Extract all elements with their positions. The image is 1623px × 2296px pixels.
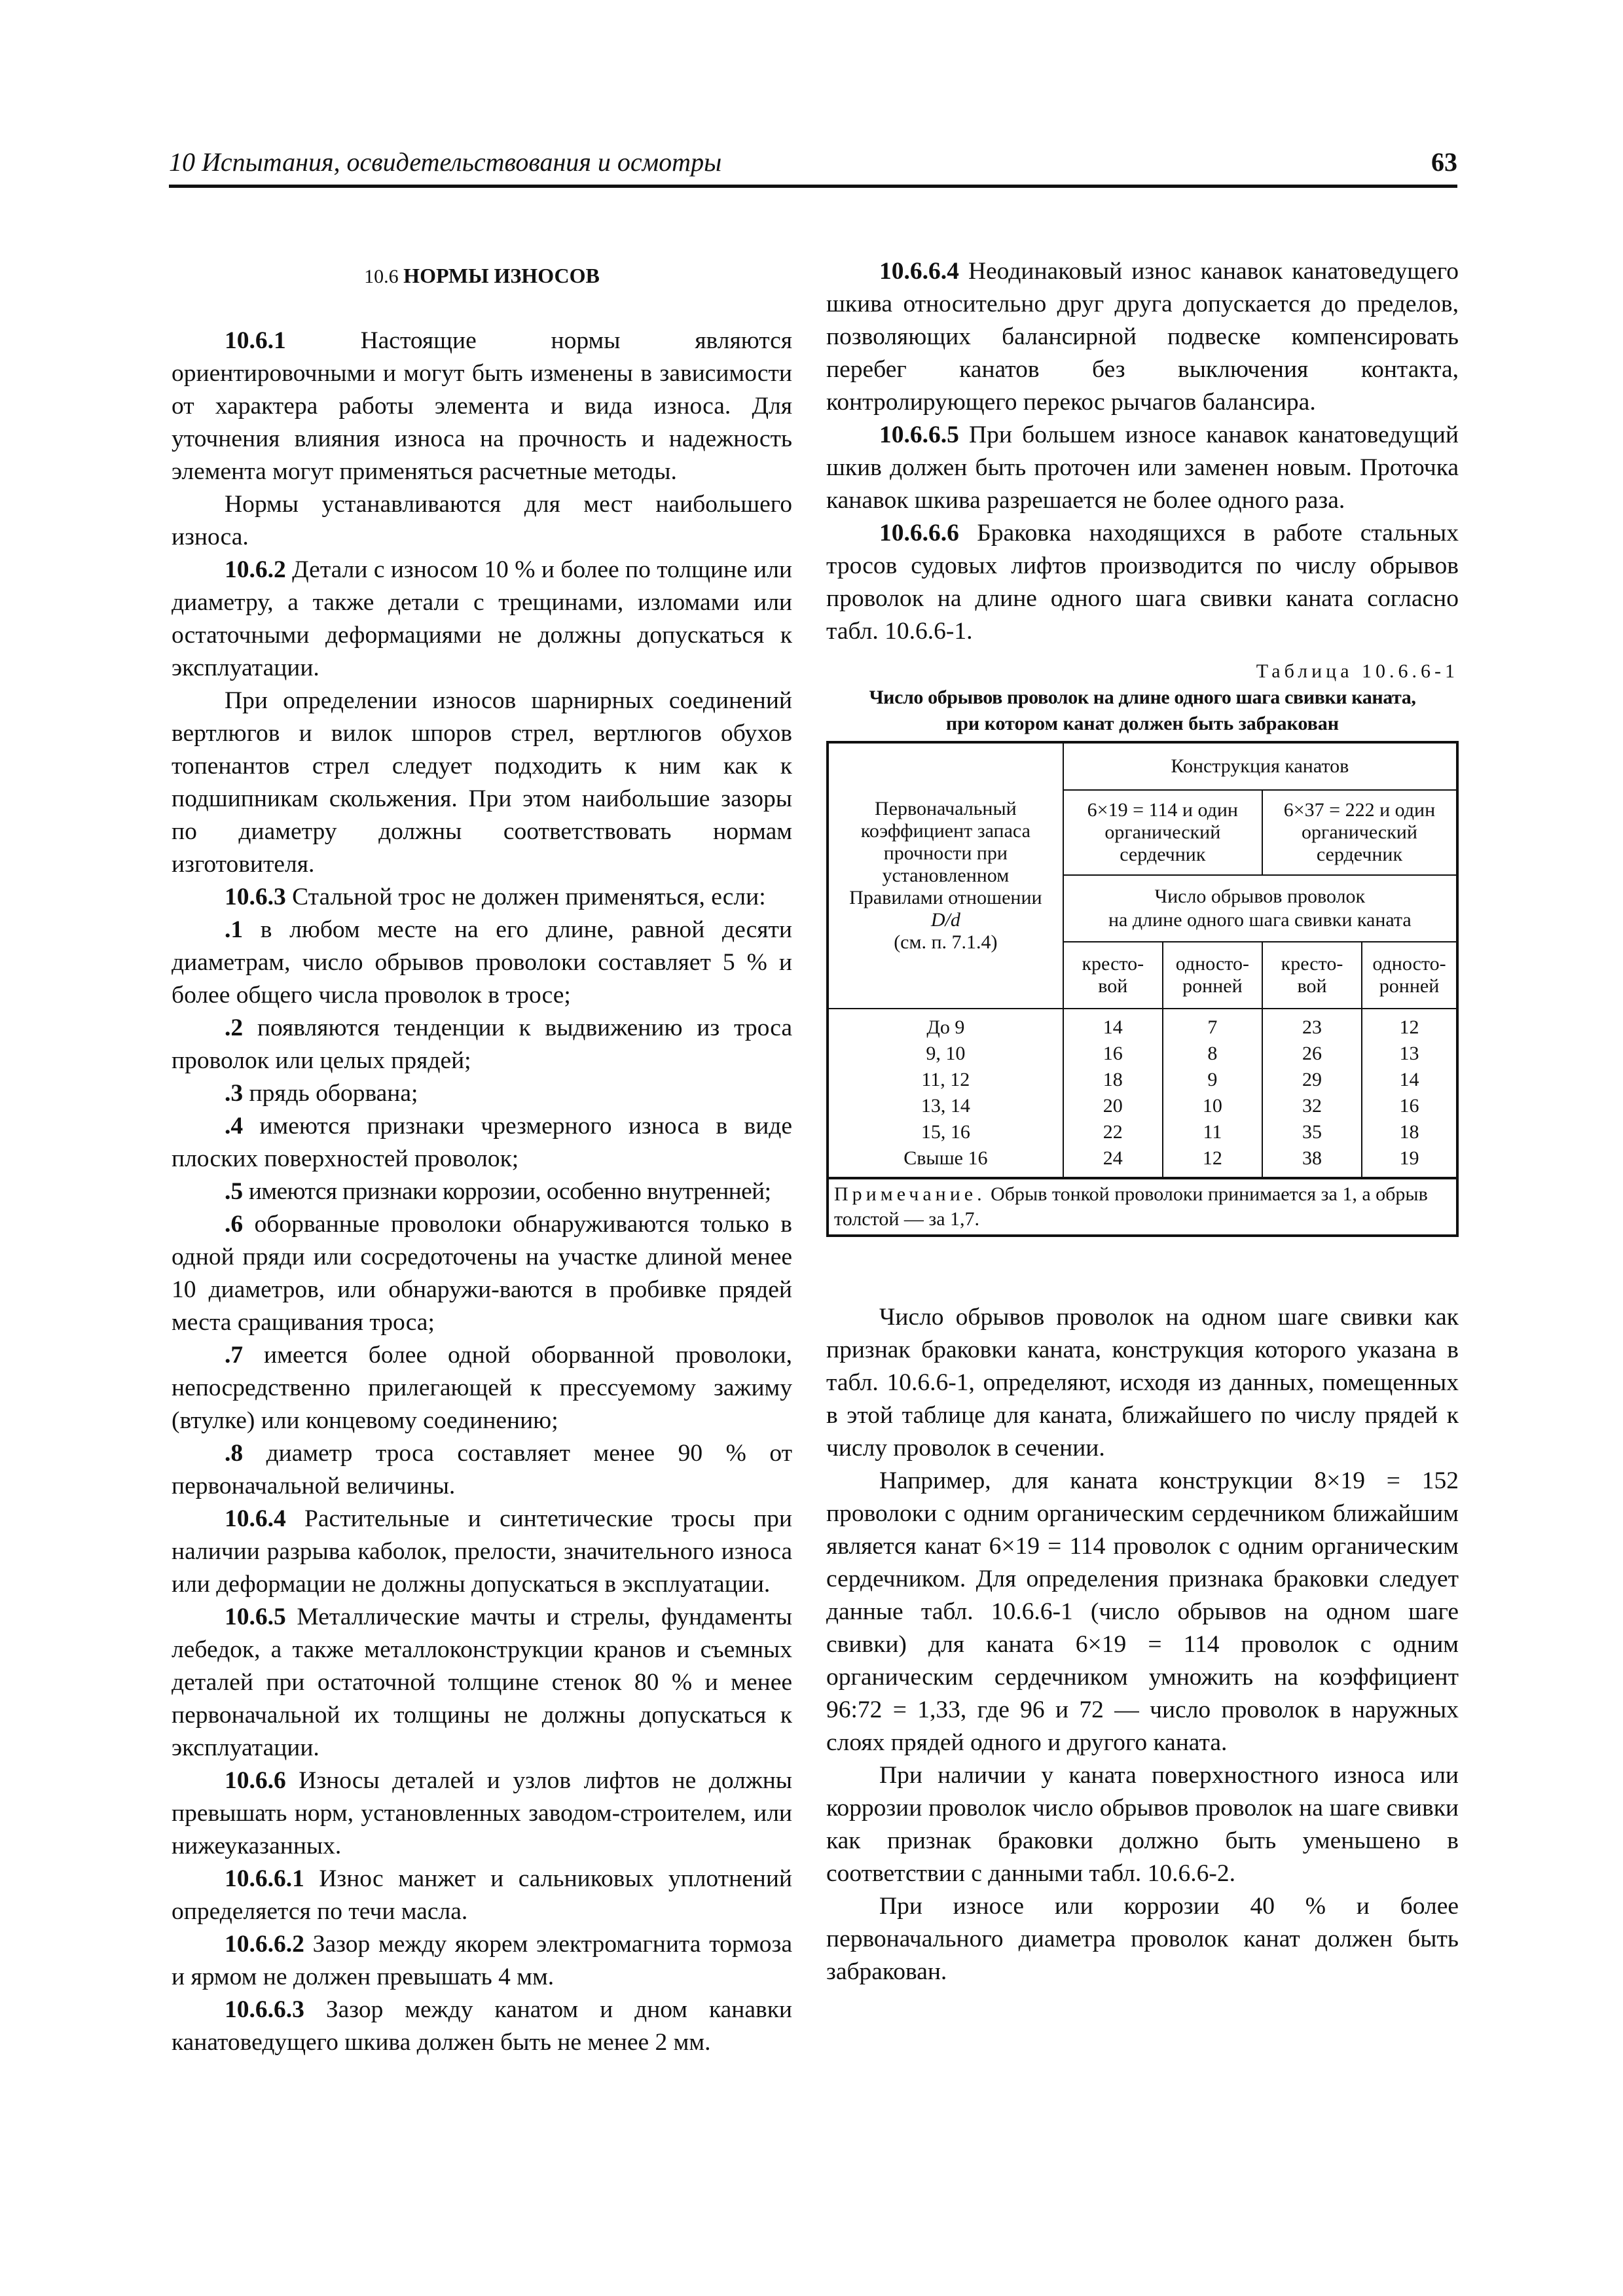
paragraph (826, 1890, 1459, 1988)
list-item-1 (172, 914, 792, 1012)
paragraph-text: При большем износе канавок канатоведущий шкив должен быть проточен или заменен новым. Проточка канавок шкива разрешается не более одного раза. (826, 422, 1459, 514)
rope-rejection-table (826, 741, 1459, 1179)
item-text: имеются признаки чрезмерного износа в виде плоских поверхностей проволок; (172, 1113, 792, 1172)
table-cell: 22 (1103, 1121, 1123, 1143)
paragraph-text: При износе или коррозии 40 % и более первоначального диаметра проволок канат должен быть забракован. (826, 1893, 1459, 1985)
paragraph-text: Растительные и синтетические тросы при наличии разрыва каболок, прелости, значительного износа или деформации не должны допускаться в эксплуатации. (172, 1505, 792, 1598)
list-item-7 (172, 1339, 792, 1437)
paragraph-10-6-2 (172, 554, 792, 685)
header-line: органический (1104, 821, 1221, 843)
paragraph-text: Число обрывов проволок на одном шаге свивки как признак браковки каната, конструкция которого указана в табл. 10.6.6-1, определяют, исходя из данных, помещенных в этой таблице для каната, ближайшего по числу прядей к числу проволок в сечении. (826, 1304, 1459, 1462)
running-title: 10 Испытания, освидетельствования и осмотры (169, 147, 722, 177)
list-item-4 (172, 1110, 792, 1175)
paragraph-text: Зазор между якорем электромагнита тормоза и ярмом не должен превышать 4 мм. (172, 1931, 792, 1990)
table-cell: 16 (1103, 1043, 1123, 1064)
table-cell: 35 (1302, 1121, 1322, 1143)
paragraph-text: Нормы устанавливаются для мест наибольшего износа. (172, 491, 792, 550)
clause-number: 10.6.6.6 (879, 520, 959, 547)
item-text: диаметр троса составляет менее 90 % от первоначальной величины. (172, 1440, 792, 1499)
table-cell: 9 (1207, 1069, 1218, 1090)
header-line: органический (1302, 821, 1417, 843)
table-column-cross-1 (1063, 1009, 1163, 1178)
table-cell: 19 (1399, 1147, 1419, 1169)
paragraph (826, 1301, 1459, 1465)
clause-number: 10.6.6.4 (879, 258, 959, 285)
table-title-line: Число обрывов проволок на длине одного шага свивки каната, (869, 687, 1416, 708)
header-line: на длине одного шага свивки каната (1108, 909, 1412, 931)
header-line: прочности при (883, 842, 1008, 864)
header-line: 6×19 = 114 и один (1087, 799, 1238, 821)
table-cell: 29 (1302, 1069, 1322, 1090)
header-lang-lay-1 (1163, 942, 1262, 1009)
clause-number: 10.6.6.1 (225, 1865, 304, 1892)
clause-number: 10.6.6.3 (225, 1996, 304, 2023)
paragraph-text: Детали с износом 10 % и более по толщине или диаметру, а также детали с трещинами, изломами или остаточными деформациями не должны допускаться к эксплуатации. (172, 556, 792, 681)
spacer (826, 1237, 1459, 1301)
paragraph-10-6-6-6 (826, 517, 1459, 648)
paragraph-10-6-6 (172, 1765, 792, 1863)
paragraph-10-6-6-5 (826, 419, 1459, 517)
item-number: .5 (225, 1178, 244, 1205)
paragraph-text: При наличии у каната поверхностного износа или коррозии проволок число обрывов проволок на шаге свивки как признак браковки должно быть уменьшено в соответствии с данными табл. 10.6.6-2. (826, 1762, 1459, 1887)
header-line: коэффициент запаса (860, 820, 1030, 842)
table-cell: Свыше 16 (903, 1147, 988, 1169)
header-line: (см. п. 7.1.4) (894, 931, 998, 953)
header-line: кресто- (1082, 953, 1144, 975)
right-column (826, 255, 1459, 1988)
paragraph-text: Износы деталей и узлов лифтов не должны превышать норм, установленных заводом-строителем, или нижеуказанных. (172, 1767, 792, 1859)
clause-number: 10.6.6 (225, 1767, 286, 1794)
item-number: .1 (225, 916, 244, 943)
paragraph-text: Например, для каната конструкции 8×19 = 152 проволоки с одним органическим сердечником ближайшим является канат 6×19 = 114 проволок с одним органическим сердечником. Для определения признака браковки следует данные табл. 10.6.6-1 (число обрывов на одном шаге свивки) для каната 6×19 = 114 проволок с одним органическим сердечником умножить на коэффициент 96:72 = 1,33, где 96 и 72 — число проволок в наружных слоях прядей одного и другого каната. (826, 1467, 1459, 1756)
table-cell: До 9 (926, 1016, 965, 1038)
list-item-5 (172, 1175, 792, 1208)
section-number: 10.6 (364, 266, 404, 287)
paragraph (826, 1759, 1459, 1890)
list-item-8 (172, 1437, 792, 1503)
note-text: Обрыв тонкой проволоки принимается за 1, а обрыв толстой — за 1,7. (834, 1183, 1428, 1230)
table-cell: 12 (1399, 1016, 1419, 1038)
table-cell: 16 (1399, 1095, 1419, 1117)
table-cell: 32 (1302, 1095, 1322, 1117)
paragraph-text: Браковка находящихся в работе стальных тросов судовых лифтов производится по числу обрывов проволок на длине одного шага свивки каната согласно табл. 10.6.6-1. (826, 520, 1459, 645)
paragraph-10-6-6-2 (172, 1928, 792, 1994)
table-note (826, 1179, 1459, 1237)
clause-number: 10.6.5 (225, 1604, 286, 1630)
note-label: Примечание. (834, 1183, 986, 1205)
left-column (172, 255, 792, 2059)
paragraph-10-6-5 (172, 1601, 792, 1765)
header-line: ронней (1379, 975, 1440, 997)
item-number: .2 (225, 1014, 244, 1041)
table-cell: 8 (1207, 1043, 1218, 1064)
header-safety-factor (828, 742, 1063, 1009)
header-line: Правилами отношении (849, 887, 1042, 908)
header-line: односто- (1175, 953, 1249, 975)
item-number: .7 (225, 1342, 244, 1369)
section-title: НОРМЫ ИЗНОСОВ (403, 264, 600, 287)
paragraph-text: Износ манжет и сальниковых уплотнений определяется по течи масла. (172, 1865, 792, 1925)
paragraph-text: Металлические мачты и стрелы, фундаменты лебедок, а также металлоконструкции кранов и съемных деталей при остаточной толщине стенок 80 % и менее первоначальной их толщины не должны допускаться к эксплуатации. (172, 1604, 792, 1761)
clause-number: 10.6.2 (225, 556, 286, 583)
section-heading (172, 259, 792, 293)
table-cell: 14 (1103, 1016, 1123, 1038)
table-caption: Таблица 10.6.6-1 (1256, 660, 1459, 682)
header-line: Первоначальный (875, 798, 1017, 819)
item-number: .4 (225, 1113, 244, 1139)
table-column-factor (828, 1009, 1063, 1178)
header-break-count (1063, 875, 1457, 942)
table-cell: 18 (1103, 1069, 1123, 1090)
table-body (828, 1009, 1457, 1178)
paragraph-10-6-1 (172, 325, 792, 488)
clause-number: 10.6.1 (225, 327, 286, 354)
header-line: вой (1297, 975, 1327, 997)
list-item-3 (172, 1077, 792, 1110)
table-cell: 7 (1207, 1016, 1218, 1038)
table-title-line: при котором канат должен быть забракован (945, 713, 1340, 734)
paragraph-10-6-4 (172, 1503, 792, 1601)
paragraph-text: Неодинаковый износ канавок канатоведущего шкива относительно друг друга допускается до пределов, позволяющих балансирной подвеске компенсировать перебег канатов без выключения контакта, контролирующего перекос рычагов балансира. (826, 258, 1459, 416)
paragraph-text: Стальной трос не должен применяться, если: (285, 884, 766, 910)
header-line: D/d (930, 909, 960, 931)
header-line: 6×37 = 222 и один (1283, 799, 1436, 821)
header-line: установленном (882, 865, 1010, 886)
table-column-lang-2 (1362, 1009, 1457, 1178)
list-item-6 (172, 1208, 792, 1339)
paragraph-10-6-3 (172, 881, 792, 914)
table-cell: 18 (1399, 1121, 1419, 1143)
table-column-cross-2 (1262, 1009, 1362, 1178)
header-line: вой (1098, 975, 1128, 997)
table-cell: 14 (1399, 1069, 1419, 1090)
table-cell: 24 (1103, 1147, 1123, 1169)
table-cell: 9, 10 (926, 1043, 966, 1064)
paragraph-10-6-6-4 (826, 255, 1459, 419)
table-cell: 23 (1302, 1016, 1322, 1038)
item-text: появляются тенденции к выдвижению из троса проволок или целых прядей; (172, 1014, 792, 1074)
clause-number: 10.6.6.5 (879, 422, 959, 448)
page-number: 63 (1431, 147, 1457, 177)
header-cross-lay-2 (1262, 942, 1362, 1009)
clause-number: 10.6.4 (225, 1505, 286, 1532)
running-header (169, 143, 1457, 188)
item-text: имеются признаки коррозии, особенно внутренней; (243, 1178, 771, 1205)
item-number: .6 (225, 1211, 244, 1238)
header-line: сердечник (1120, 844, 1206, 865)
header-line: сердечник (1316, 844, 1403, 865)
table-cell: 11 (1203, 1121, 1222, 1143)
table-title (826, 685, 1459, 737)
table-cell: 10 (1202, 1095, 1222, 1117)
item-text: оборванные проволоки обнаруживаются только в одной пряди или сосредоточены на участке длиной менее 10 диаметров, или обнаружи-ваются в пробивке прядей места сращивания троса; (172, 1211, 792, 1336)
table-cell: 20 (1103, 1095, 1123, 1117)
clause-number: 10.6.3 (225, 884, 286, 910)
paragraph-text: Настоящие нормы являются ориентировочными и могут быть изменены в зависимости от характера работы элемента и вида износа. Для уточнения влияния износа на прочность и надежность элемента могут применяться расчетные методы. (172, 327, 792, 485)
table-column-lang-1 (1163, 1009, 1262, 1178)
item-text: прядь оборвана; (243, 1080, 418, 1107)
paragraph (172, 685, 792, 881)
paragraph-10-6-6-3 (172, 1994, 792, 2059)
list-item-2 (172, 1012, 792, 1077)
header-lang-lay-2 (1362, 942, 1457, 1009)
header-rope-6x37 (1262, 790, 1457, 875)
header-rope-construction: Конструкция канатов (1063, 742, 1457, 790)
header-line: односто- (1372, 953, 1446, 975)
table-cell: 13 (1399, 1043, 1419, 1064)
table-cell: 15, 16 (921, 1121, 970, 1143)
paragraph (826, 1465, 1459, 1759)
header-line: Число обрывов проволок (1154, 886, 1366, 907)
header-rope-6x19 (1063, 790, 1262, 875)
table-cell: 38 (1302, 1147, 1322, 1169)
header-line: ронней (1182, 975, 1243, 997)
paragraph-text: При определении износов шарнирных соединений вертлюгов и вилок шпоров стрел, вертлюгов обухов топенантов стрел следует подходить к ним как к подшипникам скольжения. При этом наибольшие зазоры по диаметру должны соответствовать нормам изготовителя. (172, 687, 792, 878)
item-text: имеется более одной оборванной проволоки, непосредственно прилегающей к прессуемому зажиму (втулке) или концевому соединению; (172, 1342, 792, 1434)
paragraph-10-6-6-1 (172, 1863, 792, 1928)
table-cell: 12 (1202, 1147, 1222, 1169)
item-number: .3 (225, 1080, 244, 1107)
table-cell: 13, 14 (921, 1095, 970, 1117)
paragraph (172, 488, 792, 554)
clause-number: 10.6.6.2 (225, 1931, 304, 1958)
header-cross-lay-1 (1063, 942, 1163, 1009)
header-line: кресто- (1281, 953, 1343, 975)
table-cell: 11, 12 (921, 1069, 970, 1090)
item-number: .8 (225, 1440, 244, 1467)
paragraph-text: Зазор между канатом и дном канавки канатоведущего шкива должен быть не менее 2 мм. (172, 1996, 792, 2056)
table-cell: 26 (1302, 1043, 1322, 1064)
item-text: в любом месте на его длине, равной десяти диаметрам, число обрывов проволоки составляет 5 % и более общего числа проволок в тросе; (172, 916, 792, 1009)
